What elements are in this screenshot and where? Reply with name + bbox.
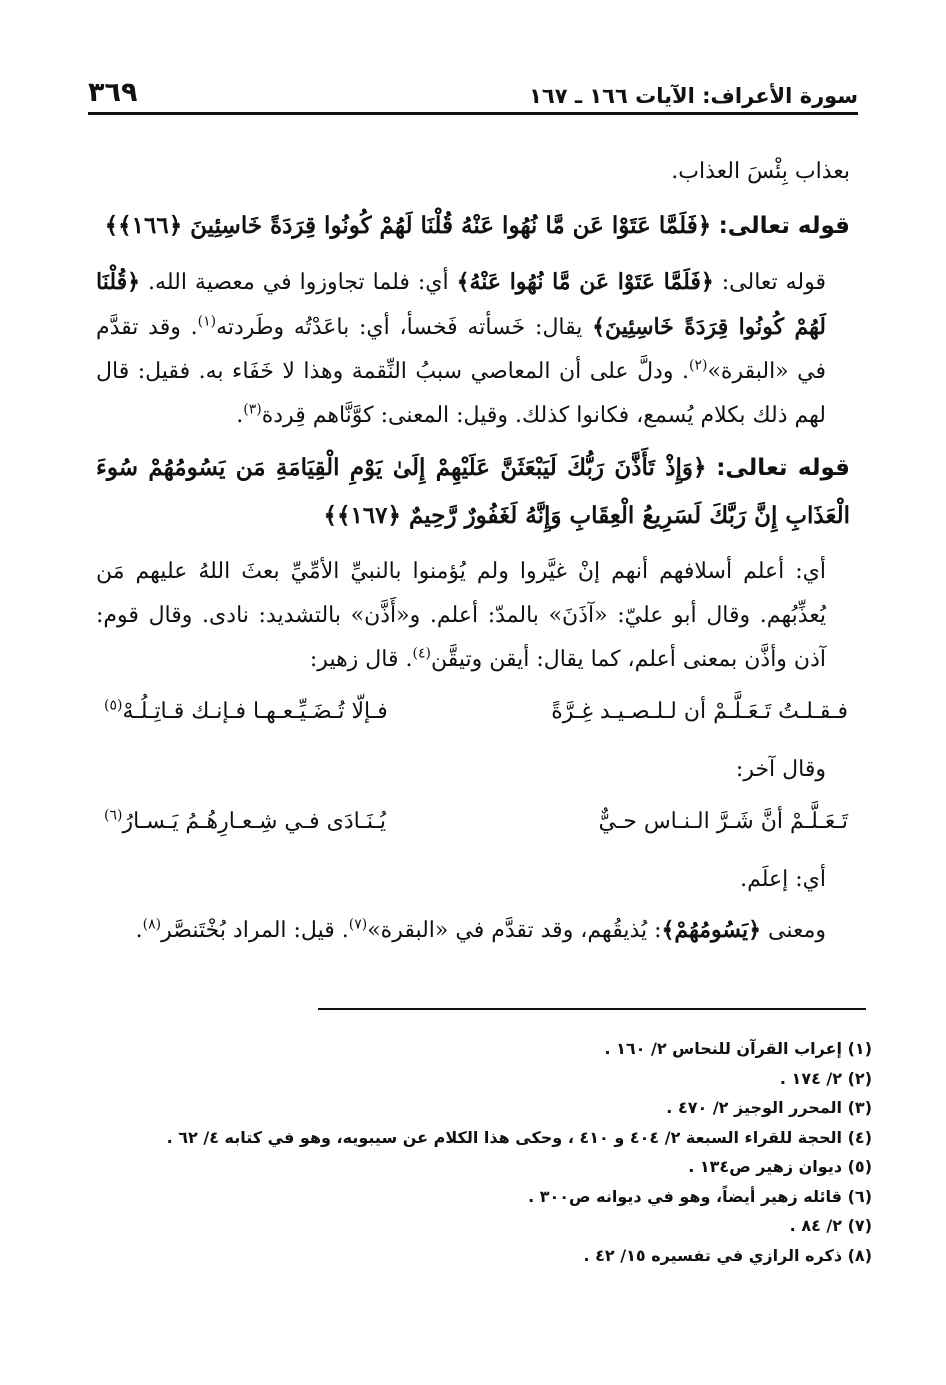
text-run: . قال زهير: — [309, 647, 413, 672]
footnote-item — [96, 1241, 872, 1271]
verse-heading-label: قوله تعالى: — [716, 455, 850, 481]
text-run: . وقد تقدَّم في «البقرة» — [96, 315, 827, 384]
text-run: أي: فلما تجاوزوا في معصية الله. — [148, 270, 449, 295]
footnote-item — [96, 1182, 872, 1212]
text-run: أي: أعلم أسلافهم أنهم إنْ غيَّروا ولم يُؤمنوا بالنبيِّ الأمِّيِّ بعثَ اللهُ عليهم مَن يُعذِّبُهم. وقال أبو عليّ: «آذَنَ» بالمدّ: أعلم. و«أَذَّن» بالتشديد: نادى. وقال قوم: آذن وأذَّن بمعنى أعلم، كما يقال: أيقن وتيقَّن — [96, 559, 826, 672]
footnote-text: الحجة للقراء السبعة ٢/ ٤٠٤ و ٤١٠ ، وحكى هذا الكلام عن سيبويه، وهو في كتابه ٤/ ٦٢ . — [166, 1127, 843, 1147]
footnote-number: (٥) — [847, 1157, 872, 1176]
footnote-item — [96, 1064, 872, 1094]
footnote-item — [96, 1093, 872, 1123]
paragraph-yasumuhum — [96, 908, 850, 953]
footnote-ref-2: (٢) — [689, 357, 708, 374]
text-run: . قيل: المراد بُخْتَنصَّر — [161, 918, 349, 943]
verse-heading-166 — [96, 202, 850, 250]
text-run: ومعنى — [768, 918, 826, 943]
running-head — [88, 74, 858, 108]
footnote-text: ٢/ ٨٤ . — [789, 1216, 843, 1235]
quran-quote: ﴿فَلَمَّا عَتَوْا عَن مَّا نُهُوا عَنْهُ﴾ — [456, 269, 714, 295]
verse-hemistich-second — [96, 690, 388, 734]
footnote-ref-7: (٧) — [348, 916, 368, 933]
paragraph-commentary-167 — [96, 550, 850, 682]
page-number: ٣٦٩ — [88, 77, 138, 108]
footnote-ref-8: (٨) — [142, 916, 162, 933]
footnote-text: ديوان زهير ص١٣٤ . — [688, 1157, 843, 1176]
text-run: يقال: خَسأته فَخسأ، أي: باعَدْتُه وطَردته — [216, 315, 583, 340]
footnote-number: (٣) — [847, 1098, 872, 1117]
text-run: قوله تعالى: — [721, 270, 827, 295]
paragraph-intro: بعذاب بِئْسَ العذاب. — [671, 159, 850, 184]
poetry-verse-zuhair — [96, 690, 850, 734]
header-rule — [88, 112, 858, 115]
text-run: . — [135, 918, 143, 943]
footnote-ref-3: (٣) — [243, 401, 262, 418]
footnote-text: ذكره الرازي في تفسيره ١٥/ ٤٢ . — [583, 1245, 843, 1265]
footnote-number: (٧) — [847, 1216, 872, 1235]
paragraph-another-poet: وقال آخر: — [735, 757, 826, 782]
footnote-item — [96, 1034, 872, 1064]
paragraph-commentary-166 — [96, 260, 850, 438]
footnote-text: إعراب القرآن للنحاس ٢/ ١٦٠ . — [604, 1039, 843, 1058]
footnote-number: (٨) — [847, 1245, 872, 1265]
footnote-number: (١) — [847, 1039, 872, 1058]
verse-hemistich-second — [96, 800, 386, 844]
text-run: : يُذيقُهم، وقد تقدَّم في «البقرة» — [367, 918, 662, 943]
footnote-rule — [318, 1008, 866, 1010]
footnote-number: (٢) — [847, 1068, 872, 1088]
text-run: . ودلَّ على أن المعاصي سببُ النِّقمة وهذا لا خَفَاء به. فقيل: قال لهم ذلك بكلام يُسمع، فكانوا كذلك. وقيل: المعنى: كوَّنَّاهم قِردة — [96, 359, 826, 428]
footnote-item — [96, 1123, 872, 1153]
paragraph-meaning: أي: إعلَم. — [740, 867, 826, 892]
footnotes — [96, 1034, 872, 1270]
text-run: . — [236, 403, 244, 428]
footnote-number: (٦) — [847, 1186, 872, 1206]
hemistich-text: فـإلّا تُـضَـيِّـعـهـا فـإنـك قـاتِـلُـهْ — [122, 699, 388, 724]
footnote-text: ٢/ ١٧٤ . — [779, 1068, 843, 1088]
footnote-item — [96, 1211, 872, 1241]
footnote-ref-1: (١) — [197, 313, 217, 330]
footnote-ref-4: (٤) — [412, 645, 431, 662]
quran-verse-167: ﴿وَإِذْ تَأَذَّنَ رَبُّكَ لَيَبْعَثَنَّ عَلَيْهِمْ إِلَىٰ يَوْمِ الْقِيَامَةِ مَن يَسُومُهُمْ سُوءَ الْعَذَابِ إِنَّ رَبَّكَ لَسَرِيعُ الْعِقَابِ وَإِنَّهُ لَغَفُورٌ رَّحِيمٌ ﴿١٦٧﴾﴾ — [96, 454, 850, 529]
quran-quote: ﴿يَسُومُهُمْ﴾ — [661, 917, 761, 943]
footnote-item — [96, 1152, 872, 1182]
verse-hemistich-first: فـقـلـتُ تَـعَـلَّـمْ أن لـلـصـيـد غِـرَّةً — [551, 699, 848, 724]
poetry-verse-other — [96, 800, 850, 844]
footnote-ref-6: (٦) — [104, 807, 123, 824]
footnote-number: (٤) — [847, 1127, 872, 1147]
footnote-text: قائله زهير أيضاً، وهو في ديوانه ص٣٠٠ . — [528, 1186, 843, 1206]
main-text — [96, 150, 850, 953]
quran-verse-166: ﴿فَلَمَّا عَتَوْا عَن مَّا نُهُوا عَنْهُ قُلْنَا لَهُمْ كُونُوا قِرَدَةً خَاسِئِينَ ﴿١٦٦﴾﴾ — [104, 212, 712, 239]
verse-heading-label: قوله تعالى: — [718, 213, 850, 239]
verse-hemistich-first: تَـعَـلَّـمْ أنَّ شَـرَّ الـنـاس حـيٌّ — [598, 809, 848, 834]
running-head-title: سورة الأعراف: الآيات ١٦٦ ـ ١٦٧ — [529, 84, 858, 108]
verse-heading-167 — [96, 444, 850, 540]
hemistich-text: يُـنَـادَى فـي شِـعـارِهُـمُ يَـسـارُ — [122, 809, 387, 834]
quran-quote: ﴿قُلْنَا لَهُمْ كُونُوا قِرَدَةً خَاسِئِينَ﴾ — [96, 269, 826, 340]
footnote-ref-5: (٥) — [104, 697, 123, 714]
footnote-text: المحرر الوجيز ٢/ ٤٧٠ . — [666, 1098, 843, 1117]
